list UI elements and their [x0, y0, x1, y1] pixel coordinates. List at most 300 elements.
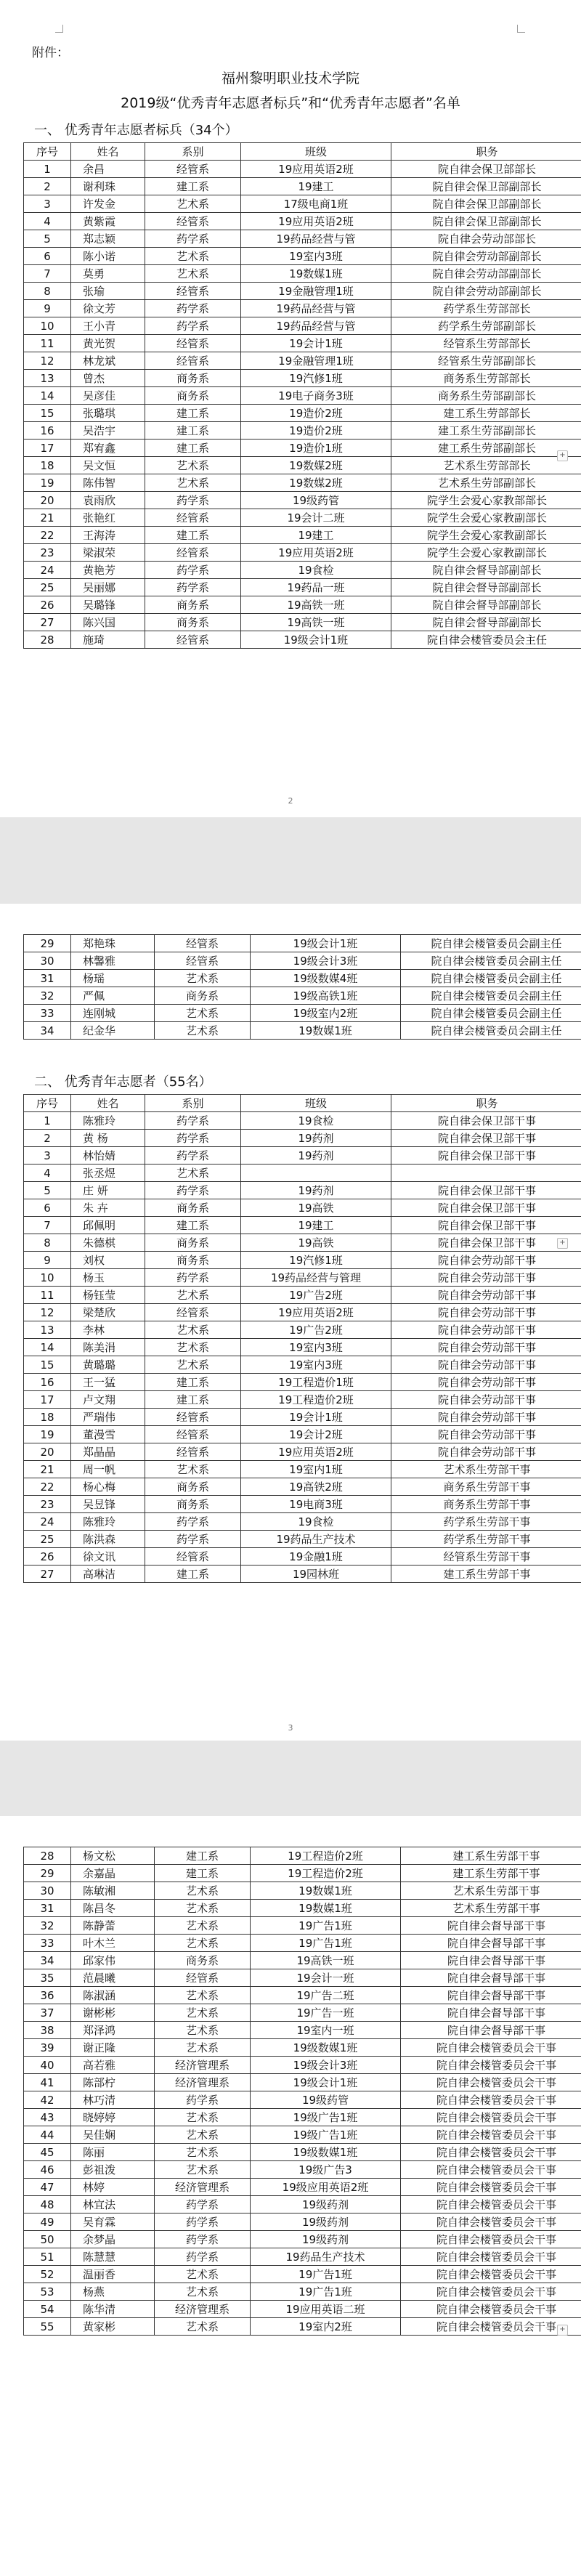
name-cell: 杨钰莹	[71, 1287, 145, 1304]
seq-cell: 3	[24, 195, 71, 213]
table-row	[24, 405, 581, 422]
role-cell: 院自律会劳动部干事	[391, 1443, 581, 1461]
section-heading-2: 二、 优秀青年志愿者（55名）	[34, 1074, 212, 1090]
seq-cell: 42	[24, 2091, 71, 2109]
dept-cell: 经管系	[145, 1304, 241, 1321]
name-cell: 袁雨欣	[71, 492, 145, 509]
seq-cell: 2	[24, 178, 71, 195]
dept-cell: 药学系	[155, 2196, 251, 2214]
name-cell: 庄 妍	[71, 1182, 145, 1199]
seq-cell: 54	[24, 2301, 71, 2318]
seq-cell: 37	[24, 2004, 71, 2022]
class-cell: 17级电商1班	[241, 195, 391, 213]
class-cell: 19建工	[241, 527, 391, 544]
page-number: 2	[288, 796, 293, 806]
crop-mark	[55, 25, 63, 33]
dept-cell: 商务系	[145, 1252, 241, 1269]
dept-cell: 经管系	[155, 952, 251, 970]
name-cell: 郑晶晶	[71, 1443, 145, 1461]
column-header-seq: 序号	[24, 1095, 71, 1112]
dept-cell: 艺术系	[145, 1356, 241, 1374]
table-row	[24, 1478, 581, 1496]
seq-cell: 32	[24, 1917, 71, 1935]
class-cell: 19工程造价2班	[251, 1865, 401, 1882]
table-row	[24, 596, 581, 614]
class-cell: 19工程造价1班	[241, 1374, 391, 1391]
dept-cell: 艺术系	[155, 1917, 251, 1935]
seq-cell: 25	[24, 579, 71, 596]
role-cell: 建工系生劳部干事	[401, 1847, 581, 1865]
class-cell: 19应用英语2班	[241, 544, 391, 562]
dept-cell: 商务系	[145, 387, 241, 405]
name-cell: 陈敏湘	[71, 1882, 155, 1900]
table-row	[24, 387, 581, 405]
role-cell: 药学系生劳部干事	[391, 1531, 581, 1548]
seq-cell: 49	[24, 2214, 71, 2231]
class-cell: 19建工	[241, 178, 391, 195]
table-row	[24, 370, 581, 387]
volunteer-table-part-1	[23, 1094, 581, 1583]
dept-cell: 建工系	[145, 1374, 241, 1391]
role-cell: 院自律会楼管委员会干事	[401, 2144, 581, 2161]
dept-cell: 药学系	[155, 2231, 251, 2248]
seq-cell: 15	[24, 405, 71, 422]
seq-cell: 14	[24, 387, 71, 405]
table-row	[24, 2074, 581, 2091]
class-cell: 19级会计1班	[241, 631, 391, 649]
role-cell: 院自律会楼管委员会干事	[401, 2161, 581, 2179]
table-row	[24, 2144, 581, 2161]
table-row	[24, 195, 581, 213]
seq-cell: 13	[24, 1321, 71, 1339]
dept-cell: 经济管理系	[155, 2301, 251, 2318]
class-cell: 19广告2班	[241, 1287, 391, 1304]
role-cell: 建工系生劳部副部长	[391, 422, 581, 440]
dept-cell: 药学系	[145, 1112, 241, 1130]
name-cell: 余昌	[71, 161, 145, 178]
table-row	[24, 2318, 581, 2336]
table-row	[24, 422, 581, 440]
role-cell: 院自律会劳动部部长	[391, 230, 581, 248]
seq-cell: 18	[24, 1409, 71, 1426]
name-cell: 林馨雅	[71, 952, 155, 970]
table-row	[24, 1566, 581, 1583]
class-cell: 19高铁一班	[241, 596, 391, 614]
class-cell: 19高铁	[241, 1234, 391, 1252]
class-cell: 19广告1班	[251, 2266, 401, 2283]
table-row	[24, 178, 581, 195]
role-cell: 院自律会楼管委员会副主任	[401, 935, 581, 952]
class-cell: 19数媒2班	[241, 457, 391, 474]
class-cell: 19电商3班	[241, 1496, 391, 1513]
column-header-name: 姓名	[71, 143, 145, 161]
dept-cell: 药学系	[145, 1147, 241, 1165]
table-row	[24, 1356, 581, 1374]
dept-cell: 艺术系	[155, 2039, 251, 2057]
seq-cell: 22	[24, 527, 71, 544]
dept-cell: 艺术系	[145, 195, 241, 213]
name-cell: 林龙斌	[71, 352, 145, 370]
dept-cell: 建工系	[145, 527, 241, 544]
table-row	[24, 317, 581, 335]
name-cell: 高若雅	[71, 2057, 155, 2074]
seq-cell: 30	[24, 952, 71, 970]
name-cell: 谢正隆	[71, 2039, 155, 2057]
role-cell: 院自律会楼管委员会干事	[401, 2126, 581, 2144]
document-page-1	[0, 0, 581, 817]
table-row	[24, 1548, 581, 1566]
table-row	[24, 562, 581, 579]
table-row	[24, 1182, 581, 1199]
dept-cell: 艺术系	[155, 1935, 251, 1952]
role-cell: 院自律会督导部干事	[401, 1917, 581, 1935]
honoree-table-part-1	[23, 142, 581, 649]
table-row	[24, 1304, 581, 1321]
seq-cell: 23	[24, 1496, 71, 1513]
dept-cell: 经管系	[155, 1969, 251, 1987]
class-cell: 19数媒1班	[251, 1882, 401, 1900]
name-cell: 徐文芳	[71, 300, 145, 317]
class-cell: 19食检	[241, 562, 391, 579]
table-row	[24, 2248, 581, 2266]
seq-cell: 40	[24, 2057, 71, 2074]
name-cell: 杨燕	[71, 2283, 155, 2301]
name-cell: 曾杰	[71, 370, 145, 387]
name-cell: 严佩	[71, 987, 155, 1005]
seq-cell: 13	[24, 370, 71, 387]
attachment-label: 附件：	[32, 46, 69, 60]
table-row	[24, 631, 581, 649]
role-cell: 院自律会楼管委员会干事	[401, 2039, 581, 2057]
seq-cell: 25	[24, 1531, 71, 1548]
class-cell: 19高铁	[241, 1199, 391, 1217]
name-cell: 陈丽	[71, 2144, 155, 2161]
role-cell: 药学系生劳部副部长	[391, 317, 581, 335]
dept-cell: 艺术系	[155, 2022, 251, 2039]
class-cell: 19工程造价2班	[251, 1847, 401, 1865]
dept-cell: 艺术系	[145, 1321, 241, 1339]
role-cell: 院自律会保卫部副部长	[391, 178, 581, 195]
dept-cell: 艺术系	[145, 1287, 241, 1304]
table-row	[24, 248, 581, 265]
dept-cell: 药学系	[145, 1513, 241, 1531]
expand-button[interactable]: +	[557, 2325, 568, 2336]
dept-cell: 药学系	[145, 317, 241, 335]
class-cell: 19级室内2班	[251, 1005, 401, 1022]
table-row	[24, 579, 581, 596]
seq-cell: 28	[24, 631, 71, 649]
seq-cell: 6	[24, 1199, 71, 1217]
class-cell: 19广告一班	[251, 2004, 401, 2022]
role-cell: 院自律会督导部干事	[401, 1935, 581, 1952]
table-row	[24, 544, 581, 562]
table-row	[24, 2057, 581, 2074]
dept-cell: 商务系	[155, 1952, 251, 1969]
dept-cell: 药学系	[155, 2091, 251, 2109]
dept-cell: 建工系	[145, 1566, 241, 1583]
table-row	[24, 161, 581, 178]
dept-cell: 艺术系	[145, 474, 241, 492]
table-row	[24, 1882, 581, 1900]
seq-cell: 15	[24, 1356, 71, 1374]
role-cell: 院自律会劳动部干事	[391, 1252, 581, 1269]
table-row	[24, 1917, 581, 1935]
dept-cell: 艺术系	[145, 1165, 241, 1182]
dept-cell: 艺术系	[145, 248, 241, 265]
dept-cell: 艺术系	[155, 2266, 251, 2283]
name-cell: 陈兴国	[71, 614, 145, 631]
table-row	[24, 1005, 581, 1022]
table-row	[24, 2266, 581, 2283]
role-cell: 院自律会楼管委员会干事	[401, 2248, 581, 2266]
table-row	[24, 1022, 581, 1040]
seq-cell: 33	[24, 1935, 71, 1952]
dept-cell: 建工系	[145, 178, 241, 195]
name-cell: 陈华清	[71, 2301, 155, 2318]
table-row	[24, 2301, 581, 2318]
name-cell: 吴文恒	[71, 457, 145, 474]
name-cell: 黄光贺	[71, 335, 145, 352]
name-cell: 吴育霖	[71, 2214, 155, 2231]
name-cell: 晓婷婷	[71, 2109, 155, 2126]
role-cell: 院学生会爱心家教部部长	[391, 492, 581, 509]
name-cell: 郑泽鸿	[71, 2022, 155, 2039]
table-row	[24, 2231, 581, 2248]
seq-cell: 39	[24, 2039, 71, 2057]
name-cell: 黄 杨	[71, 1130, 145, 1147]
role-cell: 艺术系生劳部部长	[391, 457, 581, 474]
role-cell: 艺术系生劳部干事	[391, 1461, 581, 1478]
name-cell: 温丽香	[71, 2266, 155, 2283]
table-row	[24, 2283, 581, 2301]
role-cell: 院自律会督导部干事	[401, 2004, 581, 2022]
seq-cell: 34	[24, 1022, 71, 1040]
column-header-class: 班级	[241, 143, 391, 161]
role-cell: 院学生会爱心家教副部长	[391, 509, 581, 527]
name-cell: 吴浩宇	[71, 422, 145, 440]
class-cell: 19药剂	[241, 1130, 391, 1147]
seq-cell: 16	[24, 1374, 71, 1391]
class-cell: 19高铁一班	[241, 614, 391, 631]
seq-cell: 17	[24, 440, 71, 457]
name-cell: 陈雅玲	[71, 1513, 145, 1531]
role-cell: 院自律会劳动部干事	[391, 1391, 581, 1409]
name-cell: 朱德棋	[71, 1234, 145, 1252]
table-row	[24, 2196, 581, 2214]
dept-cell: 经管系	[145, 544, 241, 562]
seq-cell: 50	[24, 2231, 71, 2248]
dept-cell: 艺术系	[155, 2161, 251, 2179]
class-cell: 19室内2班	[251, 2318, 401, 2336]
seq-cell: 11	[24, 335, 71, 352]
name-cell: 张丞煜	[71, 1165, 145, 1182]
seq-cell: 47	[24, 2179, 71, 2196]
table-row	[24, 527, 581, 544]
dept-cell: 建工系	[145, 405, 241, 422]
role-cell: 院自律会保卫部干事	[391, 1199, 581, 1217]
role-cell: 艺术系生劳部干事	[401, 1882, 581, 1900]
dept-cell: 艺术系	[155, 2004, 251, 2022]
name-cell: 陈雅玲	[71, 1112, 145, 1130]
name-cell: 朱 卉	[71, 1199, 145, 1217]
table-row	[24, 492, 581, 509]
table-row	[24, 1531, 581, 1548]
table-row	[24, 509, 581, 527]
table-row	[24, 1217, 581, 1234]
role-cell: 院自律会督导部干事	[401, 1987, 581, 2004]
dept-cell: 药学系	[155, 2248, 251, 2266]
dept-cell: 经济管理系	[155, 2179, 251, 2196]
dept-cell: 艺术系	[155, 2283, 251, 2301]
role-cell: 院自律会督导部干事	[401, 1969, 581, 1987]
class-cell: 19级数媒4班	[251, 970, 401, 987]
seq-cell: 28	[24, 1847, 71, 1865]
seq-cell: 35	[24, 1969, 71, 1987]
class-cell: 19汽修1班	[241, 1252, 391, 1269]
role-cell: 院自律会劳动部干事	[391, 1356, 581, 1374]
role-cell: 药学系生劳部干事	[391, 1513, 581, 1531]
class-cell: 19级药剂	[251, 2196, 401, 2214]
table-row	[24, 2091, 581, 2109]
table-row	[24, 2004, 581, 2022]
class-cell: 19食检	[241, 1112, 391, 1130]
class-cell: 19级应用英语2班	[251, 2179, 401, 2196]
seq-cell: 1	[24, 161, 71, 178]
seq-cell: 4	[24, 1165, 71, 1182]
name-cell: 余梦晶	[71, 2231, 155, 2248]
class-cell: 19级数媒1班	[251, 2144, 401, 2161]
role-cell: 院自律会劳动部副部长	[391, 265, 581, 283]
class-cell: 19室内3班	[241, 248, 391, 265]
seq-cell: 7	[24, 265, 71, 283]
class-cell: 19会计1班	[241, 1409, 391, 1426]
class-cell: 19应用英语2班	[241, 1304, 391, 1321]
seq-cell: 8	[24, 1234, 71, 1252]
role-cell: 院自律会楼管委员会干事	[401, 2231, 581, 2248]
role-cell: 院自律会劳动部副部长	[391, 248, 581, 265]
dept-cell: 建工系	[145, 440, 241, 457]
name-cell: 陈部柠	[71, 2074, 155, 2091]
role-cell: 院自律会劳动部干事	[391, 1287, 581, 1304]
seq-cell: 17	[24, 1391, 71, 1409]
table-row	[24, 265, 581, 283]
seq-cell: 8	[24, 283, 71, 300]
dept-cell: 建工系	[155, 1865, 251, 1882]
expand-button[interactable]: +	[557, 1238, 568, 1249]
name-cell: 林怡婧	[71, 1147, 145, 1165]
role-cell: 商务系生劳部副部长	[391, 387, 581, 405]
class-cell: 19室内3班	[241, 1356, 391, 1374]
class-cell: 19工程造价2班	[241, 1391, 391, 1409]
section-heading-1: 一、 优秀青年志愿者标兵（34个）	[34, 123, 238, 138]
crop-mark	[517, 25, 525, 33]
seq-cell: 1	[24, 1112, 71, 1130]
role-cell: 院自律会楼管委员会干事	[401, 2283, 581, 2301]
seq-cell: 16	[24, 422, 71, 440]
column-header-class: 班级	[241, 1095, 391, 1112]
role-cell: 院自律会劳动部干事	[391, 1409, 581, 1426]
seq-cell: 10	[24, 1269, 71, 1287]
dept-cell: 艺术系	[155, 2109, 251, 2126]
seq-cell: 4	[24, 213, 71, 230]
class-cell: 19药品经营与管	[241, 230, 391, 248]
name-cell: 梁淑荣	[71, 544, 145, 562]
class-cell: 19应用英语2班	[241, 1443, 391, 1461]
class-cell: 19药剂	[241, 1182, 391, 1199]
role-cell: 院自律会楼管委员会副主任	[401, 970, 581, 987]
table-row	[24, 1112, 581, 1130]
seq-cell: 20	[24, 492, 71, 509]
dept-cell: 商务系	[145, 596, 241, 614]
table-row	[24, 1900, 581, 1917]
role-cell: 院自律会楼管委员会副主任	[401, 987, 581, 1005]
dept-cell: 艺术系	[155, 2126, 251, 2144]
name-cell: 张璐琪	[71, 405, 145, 422]
seq-cell: 3	[24, 1147, 71, 1165]
expand-button[interactable]: +	[557, 450, 568, 461]
table-header-row	[24, 1095, 581, 1112]
dept-cell: 商务系	[145, 614, 241, 631]
seq-cell: 44	[24, 2126, 71, 2144]
role-cell: 药学系生劳部部长	[391, 300, 581, 317]
dept-cell: 艺术系	[145, 1461, 241, 1478]
dept-cell: 经管系	[145, 1443, 241, 1461]
name-cell: 黄紫霞	[71, 213, 145, 230]
dept-cell: 经济管理系	[155, 2057, 251, 2074]
name-cell: 郑艳珠	[71, 935, 155, 952]
class-cell: 19级会计1班	[251, 935, 401, 952]
class-cell: 19应用英语2班	[241, 213, 391, 230]
class-cell: 19金融管理1班	[241, 283, 391, 300]
table-row	[24, 2179, 581, 2196]
role-cell: 院自律会楼管委员会干事	[401, 2196, 581, 2214]
dept-cell: 药学系	[145, 1182, 241, 1199]
dept-cell: 商务系	[145, 1496, 241, 1513]
column-header-role: 职务	[391, 143, 581, 161]
role-cell: 院自律会楼管委员会干事	[401, 2109, 581, 2126]
name-cell: 周一帆	[71, 1461, 145, 1478]
role-cell: 建工系生劳部副部长	[391, 440, 581, 457]
dept-cell: 经管系	[145, 1409, 241, 1426]
table-row	[24, 440, 581, 457]
table-row	[24, 213, 581, 230]
seq-cell: 41	[24, 2074, 71, 2091]
seq-cell: 7	[24, 1217, 71, 1234]
name-cell: 高琳洁	[71, 1566, 145, 1583]
name-cell: 郑宥鑫	[71, 440, 145, 457]
name-cell: 陈慧慧	[71, 2248, 155, 2266]
name-cell: 莫勇	[71, 265, 145, 283]
column-header-dept: 系别	[145, 1095, 241, 1112]
dept-cell: 经管系	[145, 352, 241, 370]
name-cell: 连刚城	[71, 1005, 155, 1022]
name-cell: 余嘉晶	[71, 1865, 155, 1882]
seq-cell: 19	[24, 474, 71, 492]
dept-cell: 商务系	[145, 1199, 241, 1217]
name-cell: 陈昌冬	[71, 1900, 155, 1917]
name-cell: 邱佩明	[71, 1217, 145, 1234]
table-row	[24, 1252, 581, 1269]
class-cell: 19会计二班	[241, 509, 391, 527]
name-cell: 吴彦佳	[71, 387, 145, 405]
class-cell: 19药品生产技术	[251, 2248, 401, 2266]
dept-cell: 艺术系	[155, 1005, 251, 1022]
role-cell: 院自律会劳动部副部长	[391, 283, 581, 300]
seq-cell: 11	[24, 1287, 71, 1304]
name-cell: 施琦	[71, 631, 145, 649]
role-cell: 建工系生劳部部长	[391, 405, 581, 422]
seq-cell: 5	[24, 230, 71, 248]
